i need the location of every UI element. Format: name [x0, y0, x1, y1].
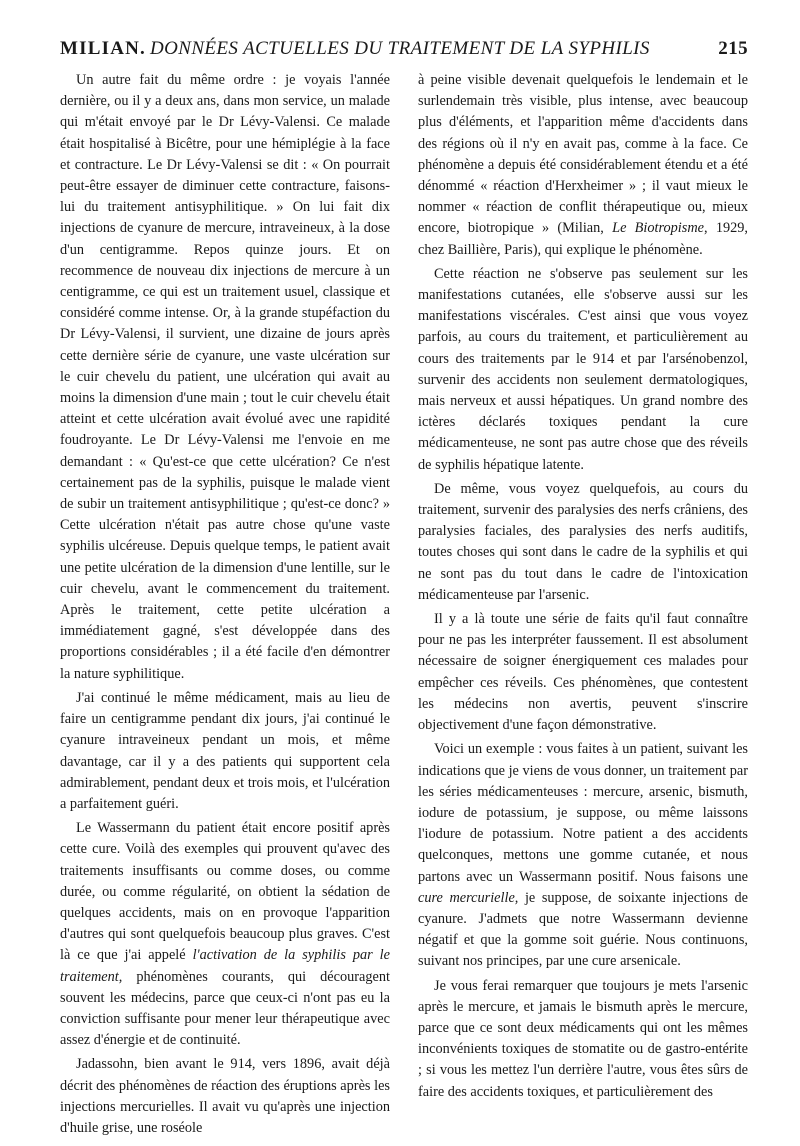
page-number: 215	[718, 38, 748, 59]
text-columns	[60, 70, 748, 1142]
left-paragraph-3-text-a: Le Wassermann du patient était encore positif après cette cure. Voilà des exemples qui prouvent qu'avec des traitements insuffisants ou comme doses, ou comme durée, ou comme régularité, on obtient la sédation de quelques accidents, mais on en provoque l'apparition d'autres qui sont quelquefois beaucoup plus graves. C'est là ce que j'ai appelé	[60, 820, 390, 964]
left-column	[60, 70, 390, 1142]
header-author: MILIAN.	[60, 38, 146, 59]
right-paragraph-4: Il y a là toute une série de faits qu'il faut connaître pour ne pas les interpréter faussement. Il est absolument nécessaire de soigner énergiquement ces malades pour empêcher ces réveils. Ces phénomènes, que contestent les médecins non avertis, peuvent s'inscrire objectivement d'une façon démonstrative.	[418, 611, 748, 734]
left-paragraph-3-italic: l'activation de la syphilis par le traitement,	[60, 947, 390, 985]
right-paragraph-1	[418, 70, 748, 261]
right-paragraph-5-italic: cure mercurielle,	[418, 889, 519, 906]
running-header	[60, 38, 748, 60]
right-paragraph-3: De même, vous voyez quelquefois, au cours du traitement, survenir des paralysies des nerfs crâniens, des paralysies faciales, des paralysies des nerfs auditifs, toutes choses qui sont dans le cadre de la syphilis et qui ne sont pas du tout dans le cadre de l'intoxication médicamenteuse par l'arsenic.	[418, 480, 748, 603]
right-paragraph-5-text-b: je suppose, de soixante injections de cyanure. J'admets que notre Wassermann devienne négatif et que la gomme soit guérie. Nous continuons, suivant nos principes, par une cure arsenicale.	[418, 889, 748, 970]
left-paragraph-1: Un autre fait du même ordre : je voyais l'année dernière, ou il y a deux ans, dans mon service, un malade qui m'était envoyé par le Dr Lévy-Valensi. Ce malade était hospitalisé à Bicêtre, pour une hémiplégie à la face et contracture. Le Dr Lévy-Valensi se dit : « On pourrait peut-être essayer de diminuer cette contracture, faisons-lui du traitement antisyphilitique. » On lui fait dix injections de cyanure de mercure, intraveineux, à la dose d'un centigramme. Repos quinze jours. Et on recommence de nouveau dix injections de mercure à un centigramme, ce qui est un traitement usuel, classique et considéré comme intense. Or, à la grande stupéfaction du Dr Lévy-Valensi, il survient, une dizaine de jours après cette dernière série de cyanure, une vaste ulcération sur le cuir chevelu du patient, une ulcération qui avait au moins la dimension d'une main ; tout le cuir chevelu était atteint et cette ulcération avait évolué avec une rapidité foudroyante. Le Dr Lévy-Valensi me l'envoie en me demandant : « Qu'est-ce que cette ulcération? Ce n'est certainement pas de la syphilis, puisque le malade vient de subir un traitement antisyphilitique ; qu'est-ce donc? » Cette ulcération n'était pas autre chose qu'une vaste syphilis ulcéreuse. Depuis quelque temps, le patient avait une petite ulcération de la dimension d'une lentille, sur le cuir chevelu, avant le commencement du traitement. Après le traitement, cette petite ulcération a immédiatement gagné, s'est développée dans des proportions considérables ; il a été facile d'en démontrer la nature syphilitique.	[60, 72, 390, 682]
right-paragraph-2: Cette réaction ne s'observe pas seulement sur les manifestations cutanées, elle s'observe aussi sur les manifestations viscérales. C'est ainsi que vous voyez parfois, au cours du traitement, et particulièrement au cours des traitements par le 914 et par l'arsénobenzol, survenir des accidents non seulement dermatologiques, mais nerveux et aussi hépatiques. Un grand nombre des ictères déclarés toxiques pendant la cure médicamenteuse, ne sont pas autre chose que des réveils de syphilis hépatique latente.	[418, 265, 748, 473]
right-paragraph-1-text-b: , 1929, chez Baillière, Paris), qui explique le phénomène.	[418, 220, 748, 258]
right-paragraph-6: Je vous ferai remarquer que toujours je mets l'arsenic après le mercure, et jamais le bismuth après le mercure, parce que ce sont deux médicaments qui ont les mêmes inconvénients toxiques de stomatite ou de gastro-entérite ; si vous les mettez l'un derrière l'autre, vous êtes sûrs de faire des accidents toxiques, et particulièrement des	[418, 977, 748, 1100]
right-paragraph-1-italic: Le Biotropisme	[612, 220, 705, 237]
left-paragraph-3-text-b: phénomènes courants, qui découragent souvent les médecins, parce que ceux-ci n'ont pas eu la conviction suffisante pour mener leur thérapeutique avec assez d'énergie et de continuité.	[60, 968, 390, 1049]
left-paragraph-4: Jadassohn, bien avant le 914, vers 1896, avait déjà décrit des phénomènes de réaction des éruptions après les injections mercurielles. Il avait vu qu'après une injection d'huile grise, une roséole	[60, 1056, 390, 1136]
right-column	[418, 70, 748, 1142]
right-paragraph-1-text-a: à peine visible devenait quelquefois le lendemain et le surlendemain très visible, plus intense, avec beaucoup plus d'éléments, et l'apparition même d'accidents dans des régions où il n'y en avait pas, comme à la face. Ce phénomène a depuis été considérablement étendu et a été dénommé « réaction d'Herxheimer » ; il vaut mieux le nommer « réaction de conflit thérapeutique ou, mieux encore, biotropique » (Milian,	[418, 72, 748, 237]
left-paragraph-3	[60, 818, 390, 1051]
right-paragraph-5	[418, 739, 748, 972]
left-paragraph-2: J'ai continué le même médicament, mais au lieu de faire un centigramme pendant dix jours, j'ai continué le cyanure intraveineux pendant un mois, et même davantage, car il y a des patients qui supportent cela admirablement, pendant deux et trois mois, et l'ulcération a parfaitement guéri.	[60, 689, 390, 812]
header-title: DONNÉES ACTUELLES DU TRAITEMENT DE LA SYPHILIS	[150, 38, 650, 59]
right-paragraph-5-text-a: Voici un exemple : vous faites à un patient, suivant les indications que je viens de vous donner, un traitement par les séries médicamenteuses : mercure, arsenic, bismuth, iodure de potassium, je suppose, ou même laissons l'iodure de potassium. Notre patient a des accidents quelconques, mettons une gomme cutanée, et nous partons avec un Wassermann positif. Nous faisons une	[418, 741, 748, 885]
